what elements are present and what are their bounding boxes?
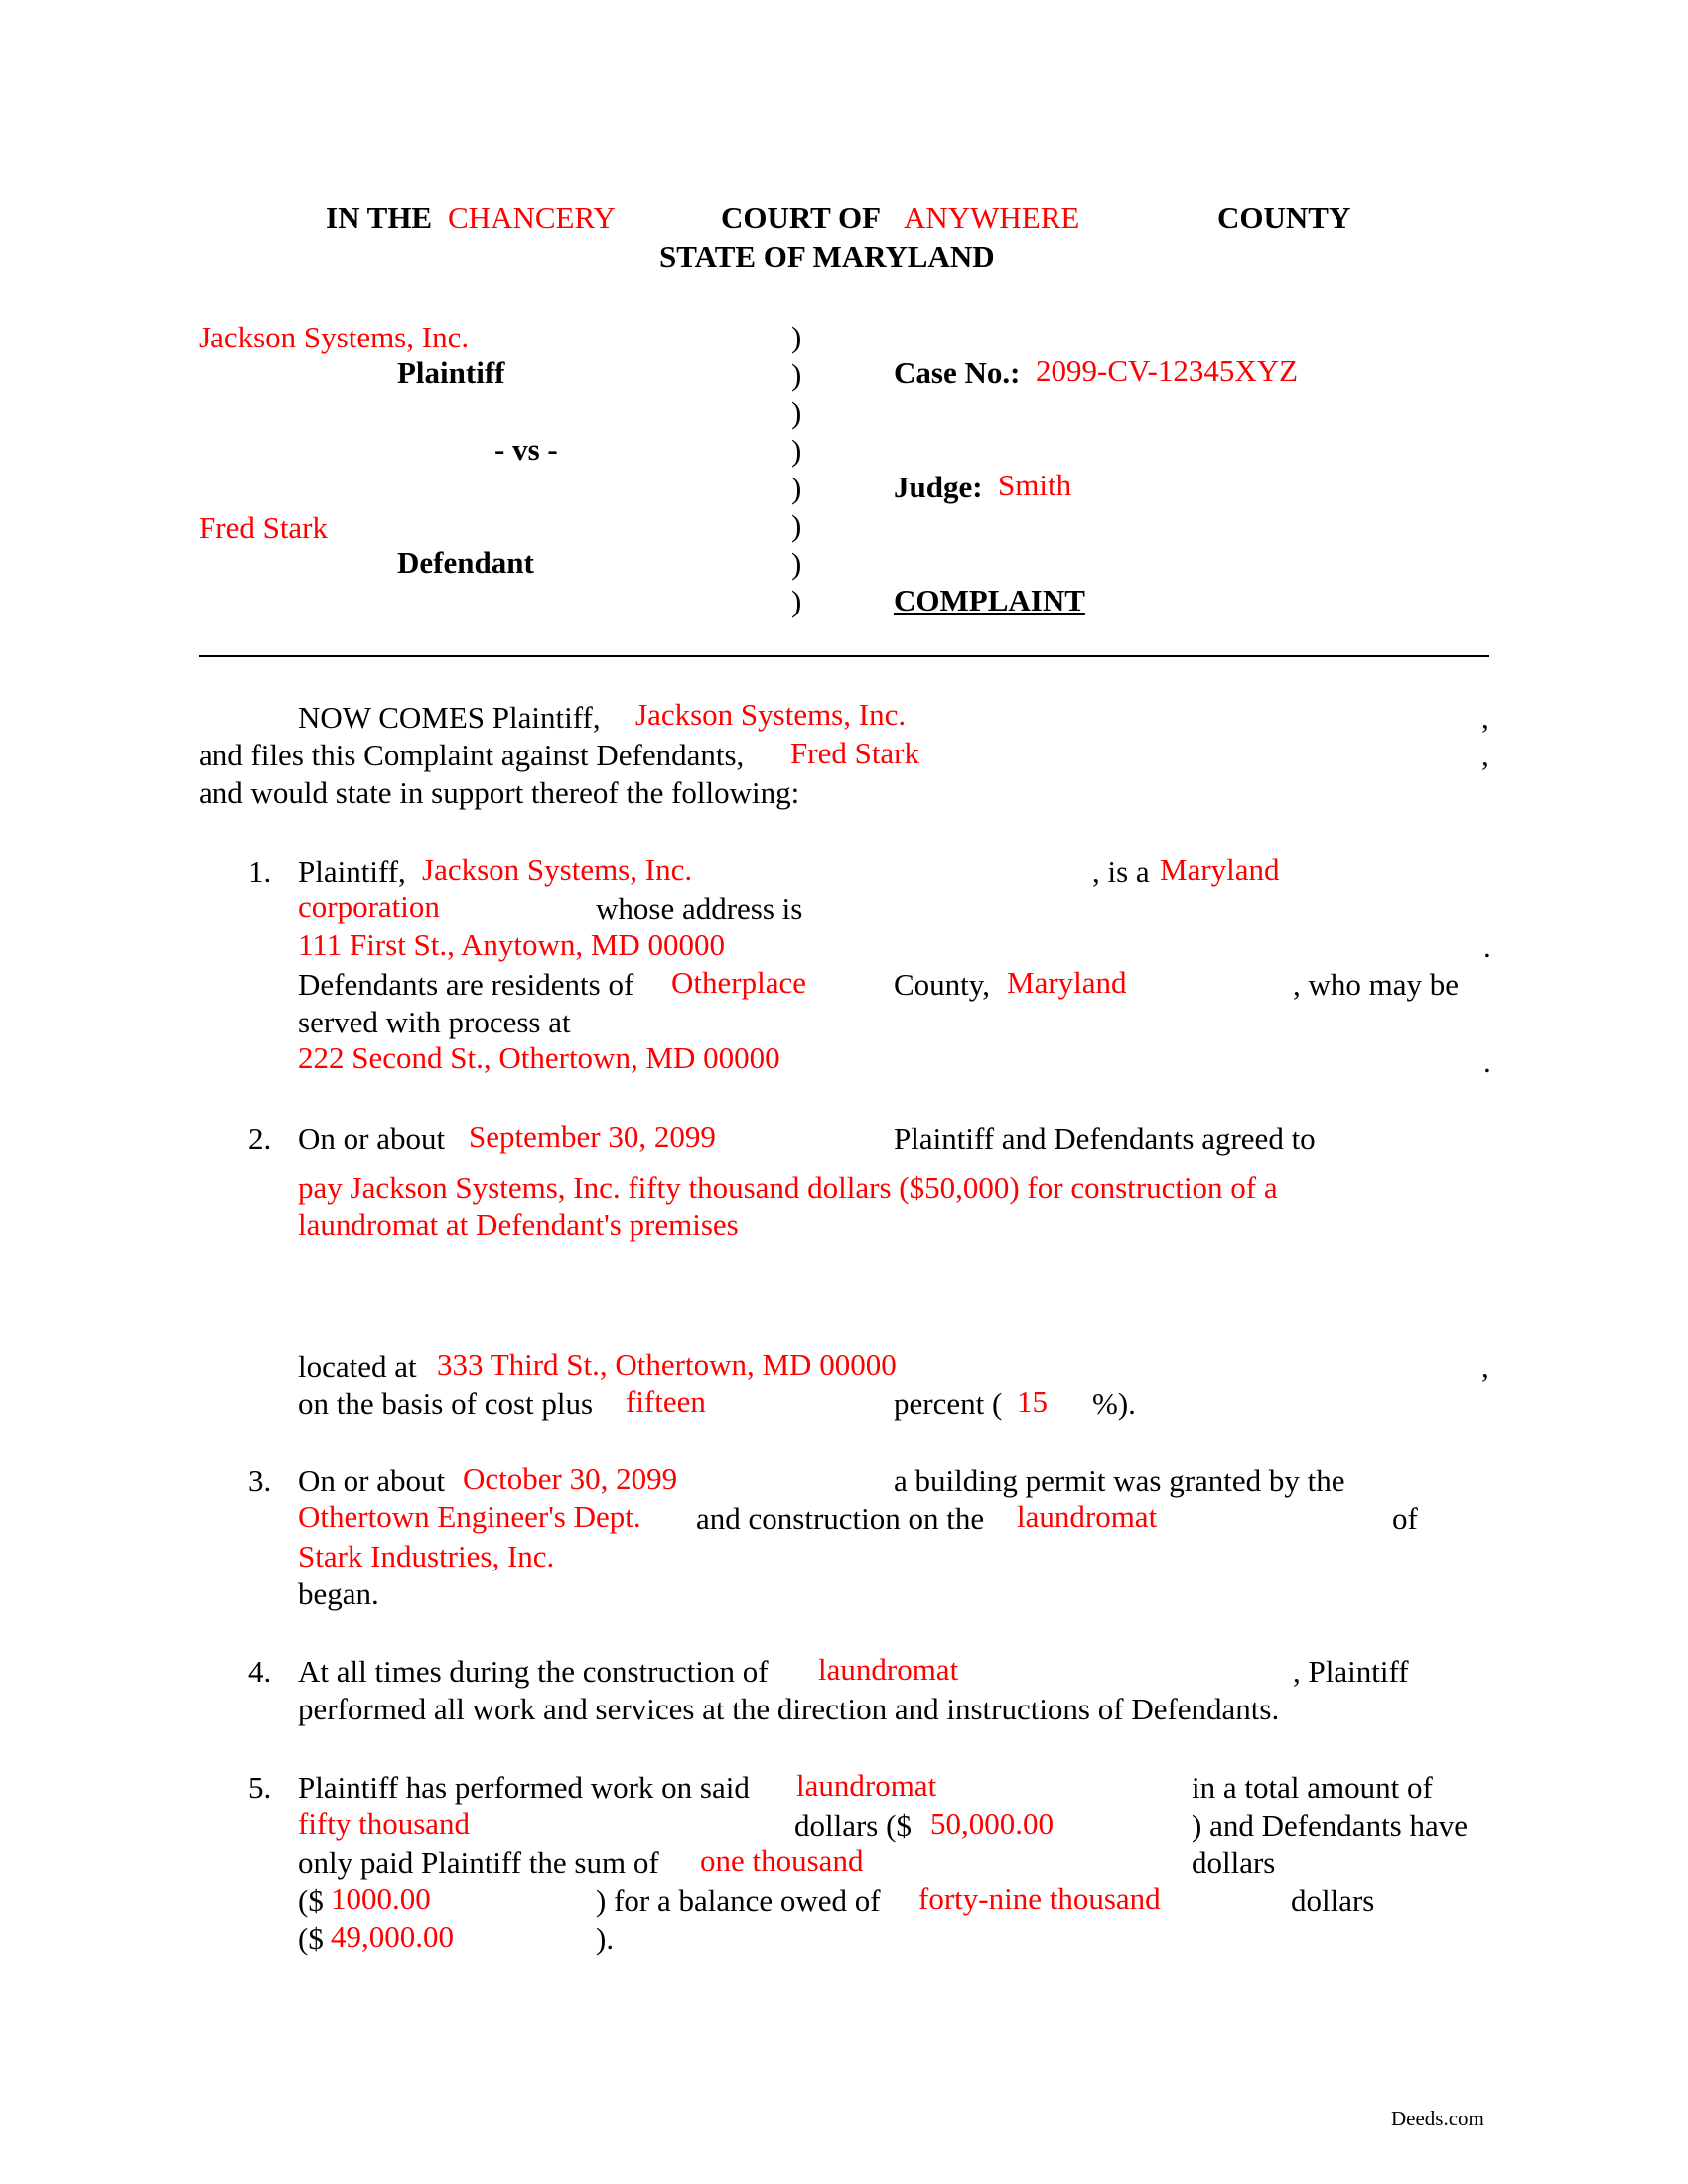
p3-text: On or about xyxy=(298,1463,446,1498)
p5-total-words: fifty thousand xyxy=(298,1806,471,1841)
p3-owner: Stark Industries, Inc. xyxy=(298,1539,555,1573)
caption-paren: ) xyxy=(791,471,802,505)
p1-state: Maryland xyxy=(1160,852,1280,887)
p1-period: . xyxy=(1483,929,1491,964)
p1-text: , is a xyxy=(1092,854,1150,888)
p5-text: in a total amount of xyxy=(1192,1770,1433,1805)
p1-address: 111 First St., Anytown, MD 00000 xyxy=(298,927,726,962)
header-state: STATE OF MARYLAND xyxy=(659,239,995,274)
p1-period: . xyxy=(1483,1044,1491,1079)
p5-balance-num: 49,000.00 xyxy=(331,1919,454,1954)
judge: Smith xyxy=(998,468,1072,502)
p5-balance-words: forty-nine thousand xyxy=(918,1881,1161,1916)
p2-percent-words: fifteen xyxy=(626,1384,706,1419)
p5-text: ($ xyxy=(298,1921,324,1956)
p5-paid-words: one thousand xyxy=(700,1843,864,1878)
p2-text: Plaintiff and Defendants agreed to xyxy=(894,1121,1316,1156)
document-title: COMPLAINT xyxy=(894,583,1085,617)
p4-text: At all times during the construction of xyxy=(298,1654,769,1689)
caption-paren: ) xyxy=(791,546,802,581)
p5-text: ) and Defendants have xyxy=(1192,1808,1469,1843)
county-name: ANYWHERE xyxy=(904,201,1080,235)
p5-project: laundromat xyxy=(796,1768,937,1803)
caption-paren: ) xyxy=(791,357,802,392)
p1-text: , who may be xyxy=(1293,967,1460,1002)
p4-project: laundromat xyxy=(818,1652,959,1687)
header-county: COUNTY xyxy=(1217,201,1351,235)
caption-defendant-label: Defendant xyxy=(397,545,534,580)
p3-project: laundromat xyxy=(1017,1499,1158,1534)
caption-paren: ) xyxy=(791,433,802,468)
p1-text: served with process at xyxy=(298,1005,571,1039)
p2-text: %). xyxy=(1092,1386,1136,1421)
p1-text: Defendants are residents of xyxy=(298,967,634,1002)
p1-number: 1. xyxy=(248,854,272,888)
p1-text: Plaintiff, xyxy=(298,854,406,888)
judge-label: Judge: xyxy=(894,470,983,504)
p2-terms-line2: laundromat at Defendant's premises xyxy=(298,1207,739,1242)
p4-text: performed all work and services at the direction and instructions of Defendants. xyxy=(298,1692,1280,1726)
p2-date: September 30, 2099 xyxy=(469,1119,716,1154)
p1-text: whose address is xyxy=(596,891,803,926)
caption-plaintiff-name: Jackson Systems, Inc. xyxy=(199,320,470,354)
caption-paren: ) xyxy=(791,508,802,543)
intro-plaintiff: Jackson Systems, Inc. xyxy=(635,697,907,732)
p4-text: , Plaintiff xyxy=(1293,1654,1409,1689)
p3-text: of xyxy=(1392,1501,1418,1536)
p1-def-address: 222 Second St., Othertown, MD 00000 xyxy=(298,1040,780,1075)
p5-text: Plaintiff has performed work on said xyxy=(298,1770,750,1805)
p5-paid-num: 1000.00 xyxy=(331,1881,431,1916)
case-no-label: Case No.: xyxy=(894,355,1021,390)
intro-support: and would state in support thereof the following: xyxy=(199,775,800,810)
caption-paren: ) xyxy=(791,395,802,430)
caption-plaintiff-label: Plaintiff xyxy=(397,355,505,390)
p2-terms-line1: pay Jackson Systems, Inc. fifty thousand dollars ($50,000) for construction of a xyxy=(298,1170,1278,1205)
p5-text: ($ xyxy=(298,1883,324,1918)
p1-text: County, xyxy=(894,967,991,1002)
intro-comma: , xyxy=(1481,700,1489,735)
p5-text: dollars xyxy=(1192,1845,1276,1880)
p4-number: 4. xyxy=(248,1654,272,1689)
footer-brand: Deeds.com xyxy=(1391,2107,1484,2130)
p3-text: and construction on the xyxy=(696,1501,985,1536)
intro-now-comes: NOW COMES Plaintiff, xyxy=(298,700,601,735)
caption-paren: ) xyxy=(791,584,802,618)
p1-def-state: Maryland xyxy=(1007,965,1127,1000)
p1-plaintiff: Jackson Systems, Inc. xyxy=(422,852,693,887)
p2-text: on the basis of cost plus xyxy=(298,1386,594,1421)
intro-comma: , xyxy=(1481,738,1489,772)
caption-divider xyxy=(199,655,1489,657)
header-court-of: COURT OF xyxy=(721,201,882,235)
p5-text: ) for a balance owed of xyxy=(596,1883,881,1918)
p5-text: dollars ($ xyxy=(794,1808,912,1843)
p2-number: 2. xyxy=(248,1121,272,1156)
p2-text: percent ( xyxy=(894,1386,1003,1421)
p1-def-county: Otherplace xyxy=(671,965,806,1000)
p5-total-num: 50,000.00 xyxy=(930,1806,1054,1841)
p3-text: a building permit was granted by the xyxy=(894,1463,1345,1498)
p2-comma: , xyxy=(1481,1349,1489,1384)
header-in-the: IN THE xyxy=(326,201,433,235)
court-type: CHANCERY xyxy=(448,201,616,235)
caption-vs: - vs - xyxy=(494,432,558,467)
p3-text: began. xyxy=(298,1576,379,1611)
p5-number: 5. xyxy=(248,1770,272,1805)
case-no: 2099-CV-12345XYZ xyxy=(1036,353,1299,388)
p2-text: located at xyxy=(298,1349,417,1384)
p5-text: ). xyxy=(596,1921,615,1956)
intro-defendants: Fred Stark xyxy=(790,736,920,770)
p3-authority: Othertown Engineer's Dept. xyxy=(298,1499,641,1534)
p5-text: only paid Plaintiff the sum of xyxy=(298,1845,659,1880)
p2-text: On or about xyxy=(298,1121,446,1156)
p5-text: dollars xyxy=(1291,1883,1375,1918)
caption-defendant-name: Fred Stark xyxy=(199,510,329,545)
p2-percent-num: 15 xyxy=(1017,1384,1048,1419)
p2-location: 333 Third St., Othertown, MD 00000 xyxy=(437,1347,897,1382)
intro-files: and files this Complaint against Defendants, xyxy=(199,738,745,772)
caption-paren: ) xyxy=(791,320,802,354)
p3-date: October 30, 2099 xyxy=(463,1461,678,1496)
p1-entity: corporation xyxy=(298,889,440,924)
p3-number: 3. xyxy=(248,1463,272,1498)
